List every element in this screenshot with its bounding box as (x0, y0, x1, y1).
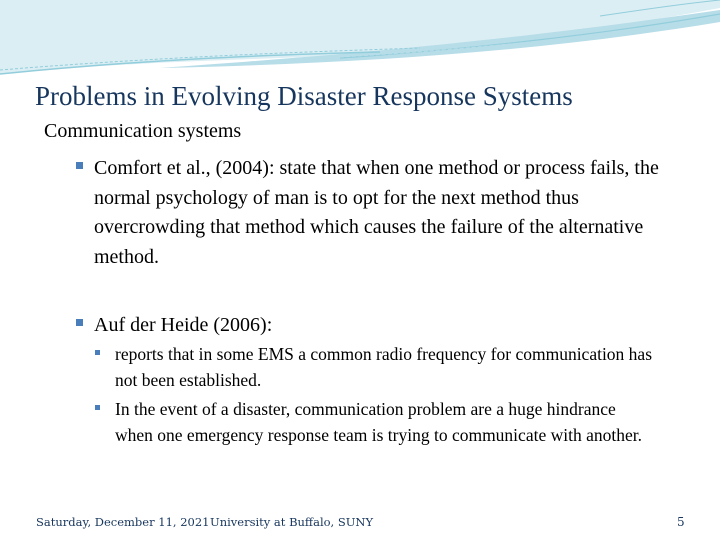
bullet-text: Comfort et al., (2004): state that when one method or process fails, the normal psychology of man is to opt for the next method thus overcrowding that method which causes the failure of the alternative method. (94, 157, 659, 268)
sub-bullet-text: In the event of a disaster, communication problem are a huge hindrance when one emergency response team is trying to communicate with another. (115, 399, 642, 445)
square-bullet-icon (95, 405, 100, 410)
footer-date: Saturday, December 11, 2021 (36, 515, 210, 529)
sub-bullet-item (95, 397, 655, 475)
square-bullet-icon (95, 350, 100, 355)
header-wave-decoration (0, 0, 720, 80)
sub-bullet-item (95, 342, 655, 394)
page-number: 5 (677, 515, 685, 529)
bullet-text: Auf der Heide (2006): (94, 314, 273, 336)
slide-title: Problems in Evolving Disaster Response Systems (35, 81, 573, 111)
bullet-item (76, 311, 686, 341)
square-bullet-icon (76, 162, 83, 169)
bullet-item (76, 154, 686, 274)
footer-organization: University at Buffalo, SUNY (210, 515, 374, 529)
slide-subtitle: Communication systems (44, 120, 242, 142)
sub-bullet-text: reports that in some EMS a common radio frequency for communication has not been established. (115, 344, 653, 390)
square-bullet-icon (76, 319, 83, 326)
